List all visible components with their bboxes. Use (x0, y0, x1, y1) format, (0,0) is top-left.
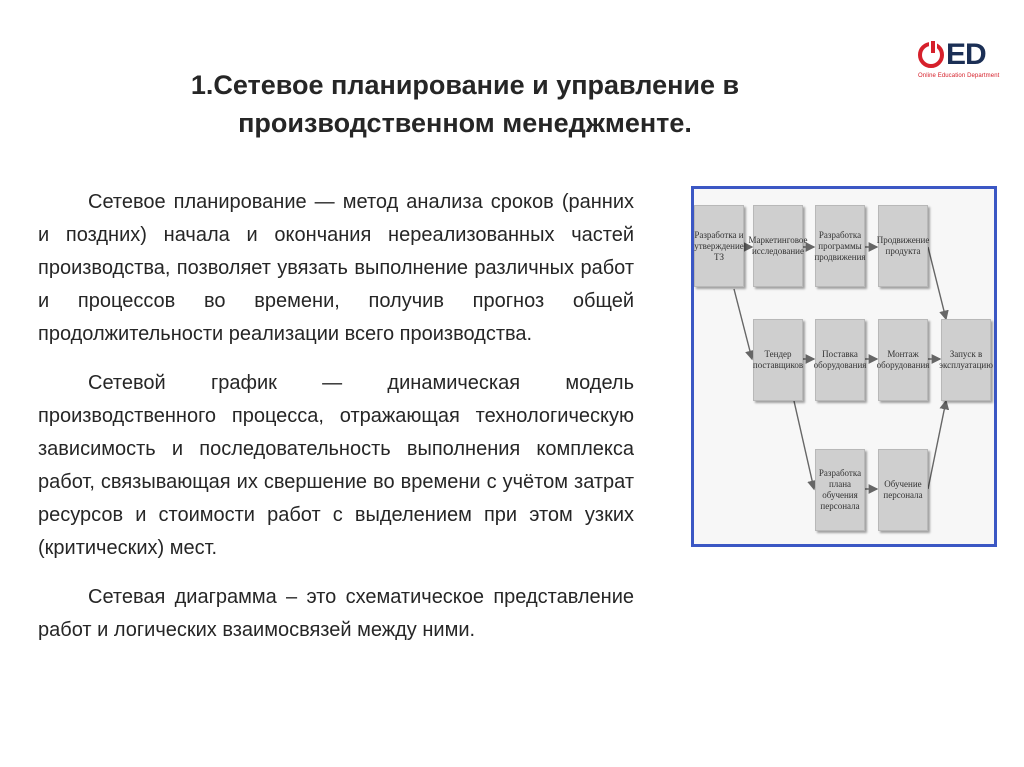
logo-text: ED (946, 38, 986, 71)
diagram-node: Запуск в эксплуатацию (941, 319, 991, 401)
diagram-node: Обучение персонала (878, 449, 928, 531)
diagram-node: Маркетинговое исследование (753, 205, 803, 287)
diagram-node: Монтаж оборудования (878, 319, 928, 401)
arrow-n10-n8 (928, 401, 946, 489)
diagram-node: Разработка и утверждение ТЗ (694, 205, 744, 287)
oed-logo (918, 38, 1004, 84)
power-icon (918, 42, 944, 68)
arrow-n5-n9 (794, 401, 814, 489)
paragraph-network-schedule: Сетевой график — динамическая модель производственного процесса, отражающая технологическую зависимость и последовательность выполнения комплекса работ, связывающая их свершение во времени с учётом затрат ресурсов и стоимости работ с выделением при этом узких (критических) мест. (38, 372, 634, 559)
arrow-n4-n8 (928, 247, 946, 319)
slide-title (60, 66, 870, 142)
diagram-node: Разработка плана обучения персонала (815, 449, 865, 531)
arrow-n1-n5 (734, 289, 752, 359)
title-line-1: 1.Сетевое планирование и управление в (190, 70, 740, 100)
title-line-2: производственном менеджменте. (238, 108, 692, 138)
paragraph-network-planning: Сетевое планирование — метод анализа сроков (ранних и поздних) начала и окончания нереализованных частей производства, позволяет увязать выполнение различных работ и процессов во времени, получив прогноз общей продолжительности реализации всего производства. (38, 191, 634, 345)
paragraph-network-diagram: Сетевая диаграмма – это схематическое представление работ и логических взаимосвязей между ними. (38, 586, 634, 641)
diagram-node: Продвижение продукта (878, 205, 928, 287)
diagram-node: Разработка программы продвижения (815, 205, 865, 287)
logo-mark (918, 38, 986, 72)
diagram-node: Тендер поставщиков (753, 319, 803, 401)
body-text (38, 186, 634, 663)
logo-subtitle: Online Education Department (918, 73, 1000, 79)
diagram-node: Поставка оборудования (815, 319, 865, 401)
network-diagram (691, 186, 997, 547)
